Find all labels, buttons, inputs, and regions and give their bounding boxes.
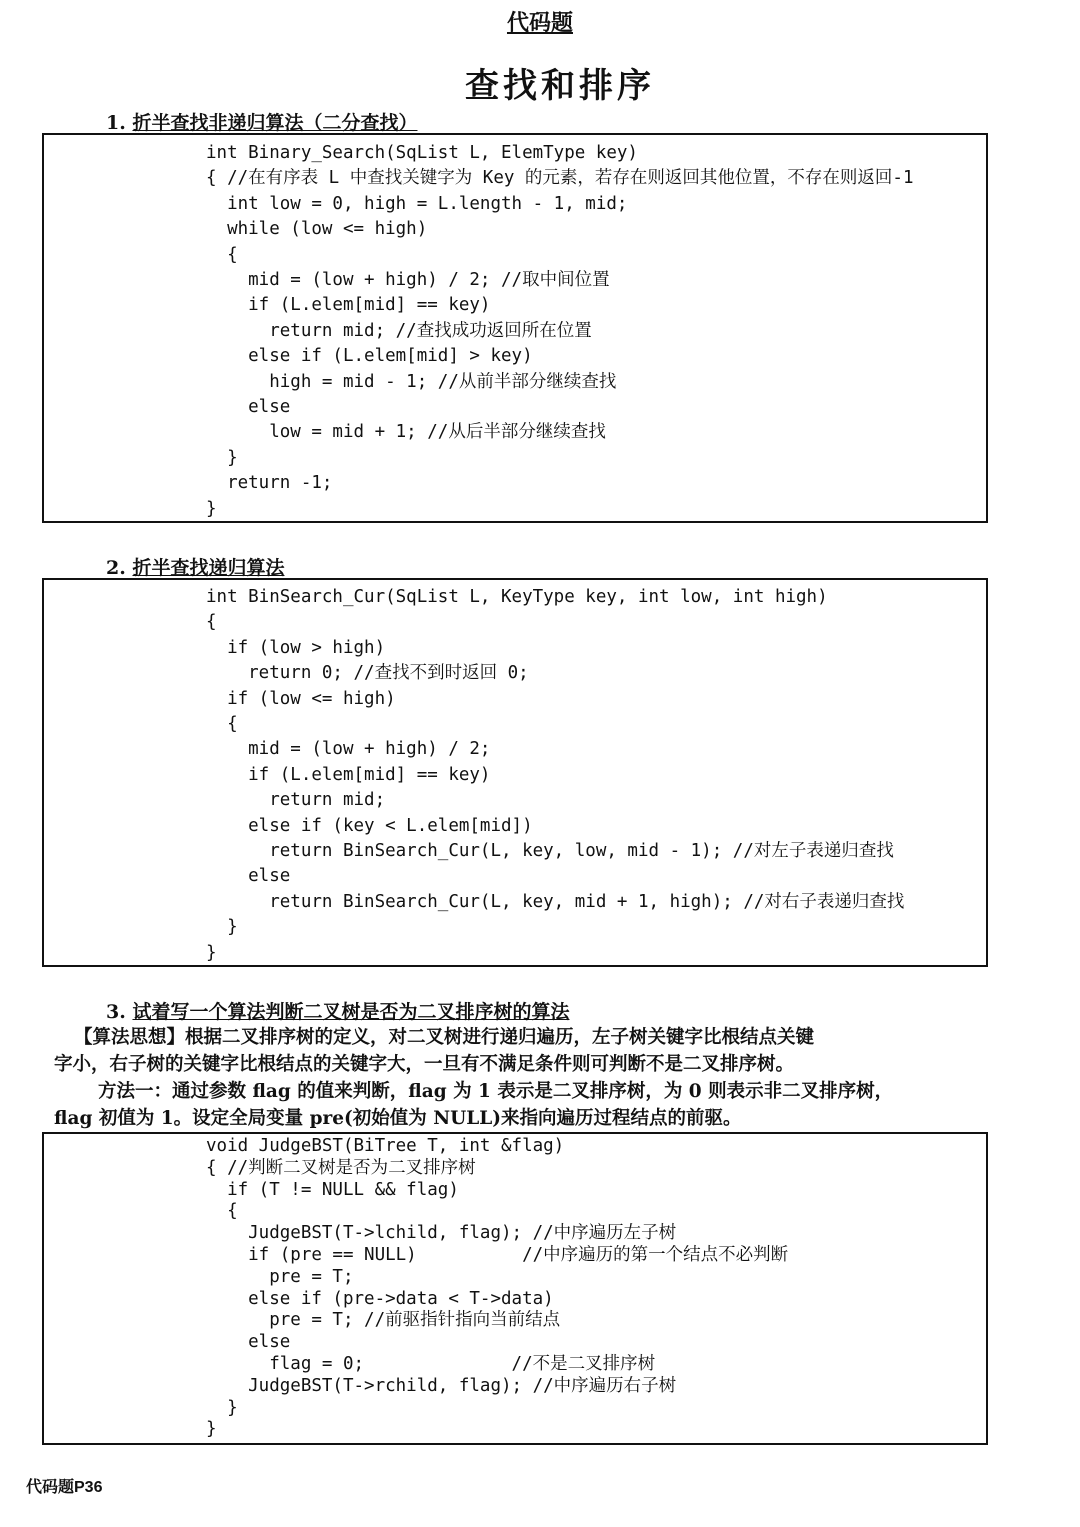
page-number: 代码题P36 — [26, 1479, 103, 1496]
code-block-3 — [206, 1136, 788, 1441]
code-line: { — [206, 612, 217, 633]
code-line: int low = 0, high = L.length - 1, mid; — [206, 193, 628, 214]
section-1-heading — [106, 108, 417, 135]
page-header: 代码题 — [506, 10, 573, 35]
code-line: high = mid - 1; //从前半部分继续查找 — [206, 371, 617, 392]
code-line: { //判断二叉树是否为二叉排序树 — [206, 1157, 476, 1178]
section-3-heading — [106, 997, 569, 1024]
code-line: } — [206, 447, 238, 468]
code-line: return 0; //查找不到时返回 0; — [206, 663, 529, 684]
code-line: mid = (low + high) / 2; //取中间位置 — [206, 270, 610, 291]
code-line: int BinSearch_Cur(SqList L, KeyType key, int low, int high) — [206, 587, 828, 607]
code-box-1 — [42, 133, 988, 523]
code-line: JudgeBST(T->lchild, flag); //中序遍历左子树 — [206, 1223, 677, 1244]
section-2-title: 折半查找递归算法 — [132, 557, 285, 579]
code-line: return -1; — [206, 473, 333, 494]
section-2-heading — [106, 553, 284, 580]
code-line: { — [206, 714, 238, 735]
code-line: if (low > high) — [206, 637, 386, 658]
idea-line-2: 字小，右子树的关键字比根结点的关键字大，一旦有不满足条件则可判断不是二叉排序树。 — [54, 1054, 795, 1075]
code-line: return BinSearch_Cur(L, key, low, mid - 1); //对左子表递归查找 — [206, 841, 894, 862]
code-box-3 — [42, 1132, 988, 1445]
code-line: if (T != NULL && flag) — [206, 1179, 459, 1200]
code-line: if (pre == NULL) //中序遍历的第一个结点不必判断 — [206, 1244, 789, 1265]
code-line: } — [206, 917, 238, 938]
code-line: int Binary_Search(SqList L, ElemType key) — [206, 143, 638, 163]
code-line: else if (L.elem[mid] > key) — [206, 346, 533, 367]
code-line: flag = 0; //不是二叉排序树 — [206, 1353, 656, 1374]
chapter-title: 查找和排序 — [465, 66, 655, 106]
code-block-1 — [206, 141, 914, 522]
code-block-2 — [206, 585, 904, 966]
code-line: { — [206, 1201, 238, 1222]
code-line: pre = T; — [206, 1266, 354, 1287]
code-line: else — [206, 1332, 291, 1353]
code-line: { //在有序表 L 中查找关键字为 Key 的元素，若存在则返回其他位置，不存在则返回-1 — [206, 168, 914, 189]
code-line: else — [206, 397, 291, 418]
code-line: if (L.elem[mid] == key) — [206, 295, 491, 316]
section-3-number: 3. — [106, 1001, 126, 1023]
section-3-title: 试着写一个算法判断二叉树是否为二叉排序树的算法 — [132, 1001, 570, 1023]
code-line: } — [206, 498, 217, 519]
code-line: } — [206, 942, 217, 963]
code-line: return mid; //查找成功返回所在位置 — [206, 320, 592, 341]
code-line: pre = T; //前驱指针指向当前结点 — [206, 1310, 561, 1331]
code-line: else — [206, 866, 291, 887]
code-line: low = mid + 1; //从后半部分继续查找 — [206, 422, 606, 443]
idea-line-1: 【算法思想】根据二叉排序树的定义，对二叉树进行递归遍历，左子树关键字比根结点关键 — [74, 1027, 815, 1048]
code-line: mid = (low + high) / 2; — [206, 739, 491, 760]
code-line: } — [206, 1397, 238, 1418]
code-line: return BinSearch_Cur(L, key, mid + 1, high); //对右子表递归查找 — [206, 891, 905, 912]
code-line: if (L.elem[mid] == key) — [206, 764, 491, 785]
code-line: return mid; — [206, 790, 386, 811]
section-1-number: 1. — [106, 112, 126, 134]
code-box-2 — [42, 578, 988, 967]
code-line: { — [206, 244, 238, 265]
section-2-number: 2. — [106, 557, 126, 579]
code-line: while (low <= high) — [206, 219, 428, 240]
code-line: else if (pre->data < T->data) — [206, 1288, 554, 1309]
method-line-1: 方法一：通过参数 flag 的值来判断，flag 为 1 表示是二叉排序树，为 0 则表示非二叉排序树， — [98, 1081, 894, 1102]
code-line: else if (key < L.elem[mid]) — [206, 815, 533, 836]
method-line-2: flag 初值为 1。设定全局变量 pre(初始值为 NULL)来指向遍历过程结点的前驱。 — [54, 1108, 742, 1129]
code-line: } — [206, 1419, 217, 1440]
code-line: JudgeBST(T->rchild, flag); //中序遍历右子树 — [206, 1375, 677, 1396]
section-1-title: 折半查找非递归算法（二分查找） — [132, 112, 418, 134]
code-line: void JudgeBST(BiTree T, int &flag) — [206, 1136, 565, 1156]
code-line: if (low <= high) — [206, 688, 396, 709]
